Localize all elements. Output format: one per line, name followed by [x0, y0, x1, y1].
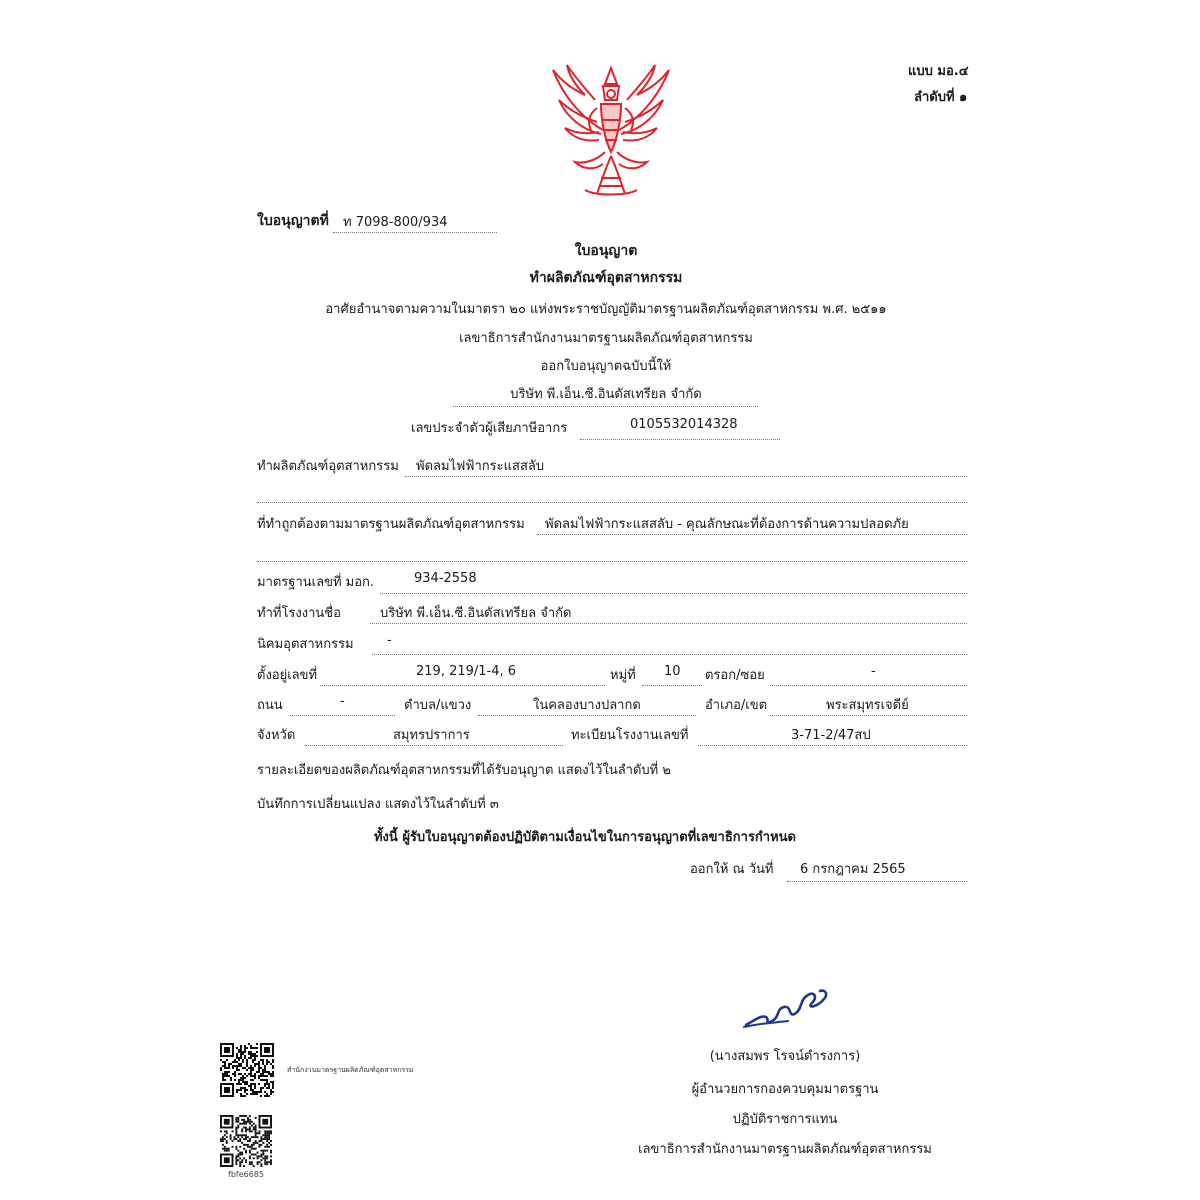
details-note: รายละเอียดของผลิตภัณฑ์อุตสาหกรรมที่ได้รับอนุญาต แสดงไว้ในลำดับที่ ๒: [257, 763, 671, 778]
qr-caption: สำนักงานมาตรฐานผลิตภัณฑ์อุตสาหกรรม: [287, 1066, 414, 1074]
factory-label: ทำที่โรงงานชื่อ: [257, 606, 341, 621]
moo-label: หมู่ที่: [610, 668, 636, 683]
tax-id-label: เลขประจำตัวผู้เสียภาษีอากร: [411, 421, 568, 436]
authority-text: อาศัยอำนาจตามความในมาตรา ๒๐ แห่งพระราชบัญญัติมาตรฐานผลิตภัณฑ์อุตสาหกรรม พ.ศ. ๒๕๑๑: [325, 302, 887, 317]
amphoe-value: พระสมุทรเจดีย์: [826, 698, 909, 713]
license-no-value: ท 7098-800/934: [343, 215, 448, 230]
factory-underline: [370, 623, 967, 624]
soi-value: -: [871, 664, 876, 679]
issues-to-text: ออกใบอนุญาตฉบับนี้ให้: [540, 359, 672, 374]
estate-label: นิคมอุตสาหกรรม: [257, 637, 354, 652]
standard-desc-underline-2: [257, 561, 967, 562]
address-no-value: 219, 219/1-4, 6: [416, 664, 517, 679]
province-underline: [305, 745, 563, 746]
tambon-underline: [478, 715, 696, 716]
tax-id-value: 0105532014328: [630, 417, 738, 432]
standard-desc-underline: [537, 534, 967, 535]
standard-desc-value: พัดลมไฟฟ้ากระแสสลับ - คุณลักษณะที่ต้องการด้านความปลอดภัย: [545, 517, 909, 532]
document-title: ใบอนุญาต: [574, 243, 638, 259]
product-underline: [405, 476, 967, 477]
issuer-text: เลขาธิการสำนักงานมาตรฐานผลิตภัณฑ์อุตสาหกรรม: [459, 331, 753, 346]
estate-value: -: [387, 633, 392, 648]
soi-underline: [770, 685, 967, 686]
factory-reg-label: ทะเบียนโรงงานเลขที่: [571, 728, 689, 743]
standard-no-label: มาตรฐานเลขที่ มอก.: [257, 575, 375, 590]
province-value: สมุทรปราการ: [393, 728, 470, 743]
road-underline: [290, 715, 395, 716]
factory-value: บริษัท พี.เอ็น.ซี.อินดัสเทรียล จำกัด: [380, 606, 572, 621]
garuda-emblem-icon: [545, 60, 677, 200]
form-order: ลำดับที่ ๑: [914, 90, 968, 105]
amphoe-underline: [770, 715, 967, 716]
road-value: -: [340, 694, 345, 709]
tambon-label: ตำบล/แขวง: [404, 698, 472, 713]
moo-value: 10: [664, 664, 681, 679]
moo-underline: [642, 685, 702, 686]
qr-code-2-icon: [220, 1115, 272, 1167]
license-no-label: ใบอนุญาตที่: [257, 213, 329, 229]
issue-date-value: 6 กรกฎาคม 2565: [800, 862, 906, 877]
standard-desc-label: ที่ทำถูกต้องตามมาตรฐานผลิตภัณฑ์อุตสาหกรรม: [257, 517, 525, 532]
tax-id-underline: [580, 439, 780, 440]
product-underline-2: [257, 502, 967, 503]
issue-date-label: ออกให้ ณ วันที่: [690, 862, 774, 877]
changes-note: บันทึกการเปลี่ยนแปลง แสดงไว้ในลำดับที่ ๓: [257, 797, 499, 812]
qr-code-icon: [220, 1043, 274, 1097]
estate-underline: [372, 654, 967, 655]
factory-reg-underline: [698, 745, 967, 746]
factory-reg-value: 3-71-2/47สป: [791, 728, 871, 743]
standard-no-value: 934-2558: [414, 571, 477, 586]
address-no-label: ตั้งอยู่เลขที่: [257, 668, 318, 683]
soi-label: ตรอก/ซอย: [705, 668, 765, 683]
road-label: ถนน: [257, 698, 283, 713]
product-label: ทำผลิตภัณฑ์อุตสาหกรรม: [257, 459, 399, 474]
condition-note: ทั้งนี้ ผู้รับใบอนุญาตต้องปฏิบัติตามเงื่อนไขในการอนุญาตที่เลขาธิการกำหนด: [373, 830, 796, 845]
amphoe-label: อำเภอ/เขต: [705, 698, 768, 713]
product-value: พัดลมไฟฟ้ากระแสสลับ: [416, 459, 545, 474]
licensee-underline: [453, 406, 758, 407]
document-subtitle: ทำผลิตภัณฑ์อุตสาหกรรม: [529, 270, 683, 286]
signatory-position: ผู้อำนวยการกองควบคุมมาตรฐาน: [691, 1082, 879, 1097]
form-code: แบบ มอ.๔: [908, 64, 969, 79]
tambon-value: ในคลองบางปลากด: [533, 698, 641, 713]
signatory-name: (นางสมพร โรจน์ดำรงการ): [709, 1049, 861, 1064]
qr-code-text: fbfe6685: [228, 1170, 264, 1179]
province-label: จังหวัด: [257, 728, 296, 743]
signatory-title: เลขาธิการสำนักงานมาตรฐานผลิตภัณฑ์อุตสาหกรรม: [638, 1142, 932, 1157]
issue-date-underline: [787, 881, 967, 882]
signature-icon: [742, 985, 832, 1031]
standard-no-underline: [380, 593, 967, 594]
license-no-underline: [333, 232, 497, 233]
licensee-name: บริษัท พี.เอ็น.ซี.อินดัสเทรียล จำกัด: [510, 387, 702, 402]
signatory-acting: ปฏิบัติราชการแทน: [732, 1112, 838, 1127]
address-no-underline: [320, 685, 605, 686]
